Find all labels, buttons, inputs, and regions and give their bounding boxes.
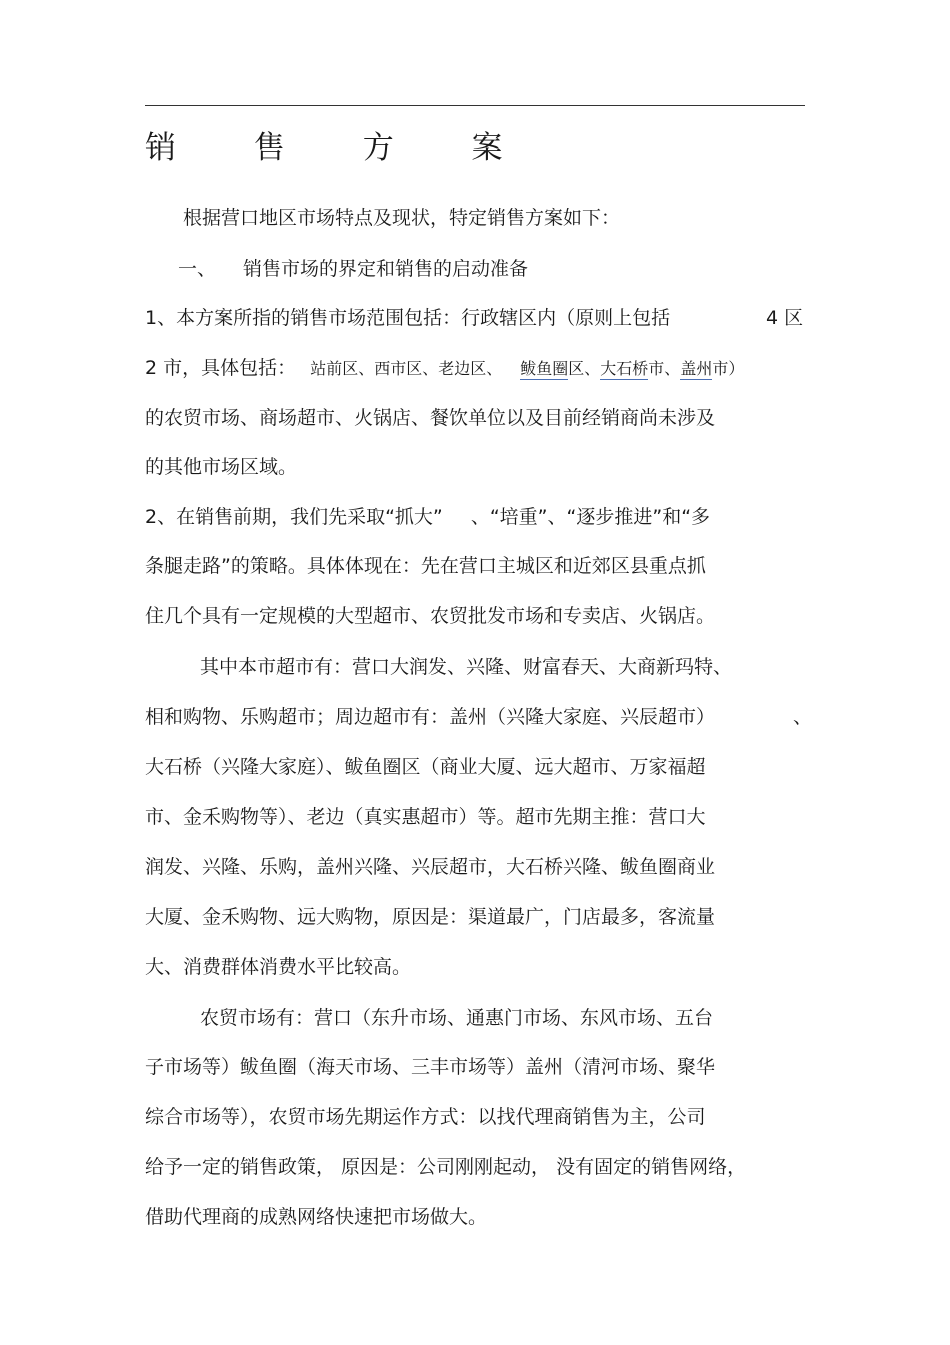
paragraph-3-line-4: 市、金禾购物等）、老边（真实惠超市）等。超市先期主推：营口大 — [145, 806, 706, 828]
paragraph-1-line-3: 的农贸市场、商场超市、火锅店、餐饮单位以及目前经销商尚未涉及 — [145, 407, 716, 429]
paragraph-4-line-1: 农贸市场有：营口（东升市场、通惠门市场、东风市场、五台 — [200, 1007, 714, 1029]
paragraph-1-line-2 — [145, 356, 744, 381]
text-run: 、“培重”、“逐步推进”和“多 — [470, 506, 711, 528]
paragraph-4-line-5: 借助代理商的成熟网络快速把市场做大。 — [145, 1206, 488, 1228]
city-link-gaizhou[interactable]: 盖州 — [680, 359, 713, 378]
paragraph-1-line-1-end: 4 区 — [766, 307, 804, 329]
paragraph-1-line-4: 的其他市场区域。 — [145, 456, 298, 478]
paragraph-4-line-3: 综合市场等），农贸市场先期运作方式：以找代理商销售为主，公司 — [145, 1106, 706, 1128]
text-run: 市） — [712, 359, 745, 378]
section-heading-number: 一、 — [178, 258, 217, 280]
document-title: 销 售 方 案 — [145, 130, 537, 166]
paragraph-3-line-7: 大、消费群体消费水平比较高。 — [145, 956, 412, 978]
text-run: 区、 — [568, 359, 601, 378]
header-rule — [145, 105, 805, 106]
paragraph-2-line-2: 条腿走路”的策略。具体体现在：先在营口主城区和近郊区县重点抓 — [145, 555, 706, 577]
text-run: 市、 — [648, 359, 681, 378]
paragraph-1-line-1 — [145, 306, 670, 330]
text-run: 2、在销售前期，我们先采取“抓大” — [145, 506, 443, 528]
paragraph-3-line-2: 相和购物、乐购超市；周边超市有：盖州（兴隆大家庭、兴辰超市） — [145, 706, 716, 728]
text-run: 1、本方案所指的销售市场范围包括：行政辖区内（原则上包括 — [145, 307, 671, 329]
paragraph-3-line-2-end: 、 — [793, 706, 813, 728]
paragraph-2-line-3: 住几个具有一定规模的大型超市、农贸批发市场和专卖店、火锅店。 — [145, 605, 716, 627]
paragraph-2-line-1 — [145, 505, 710, 529]
district-list: 站前区、西市区、老边区、 — [310, 359, 503, 378]
paragraph-3-line-5: 润发、兴隆、乐购，盖州兴隆、兴辰超市，大石桥兴隆、鲅鱼圈商业 — [145, 856, 716, 878]
text-run: 2 市，具体包括： — [145, 357, 297, 379]
paragraph-3-line-3: 大石桥（兴隆大家庭）、鲅鱼圈区（商业大厦、远大超市、万家福超 — [145, 756, 706, 778]
paragraph-4-line-4: 给予一定的销售政策， 原因是：公司刚刚起动， 没有固定的销售网络， — [145, 1156, 747, 1178]
district-link-bayuquan[interactable]: 鲅鱼圈 — [520, 359, 569, 378]
city-link-dashiqiao[interactable]: 大石桥 — [600, 359, 649, 378]
intro-paragraph: 根据营口地区市场特点及现状，特定销售方案如下： — [183, 207, 621, 229]
section-heading-text: 销售市场的界定和销售的启动准备 — [243, 258, 529, 280]
paragraph-3-line-6: 大厦、金禾购物、远大购物，原因是：渠道最广，门店最多，客流量 — [145, 906, 716, 928]
paragraph-3-line-1: 其中本市超市有：营口大润发、兴隆、财富春天、大商新玛特、 — [200, 656, 733, 678]
paragraph-4-line-2: 子市场等）鲅鱼圈（海天市场、三丰市场等）盖州（清河市场、聚华 — [145, 1056, 716, 1078]
